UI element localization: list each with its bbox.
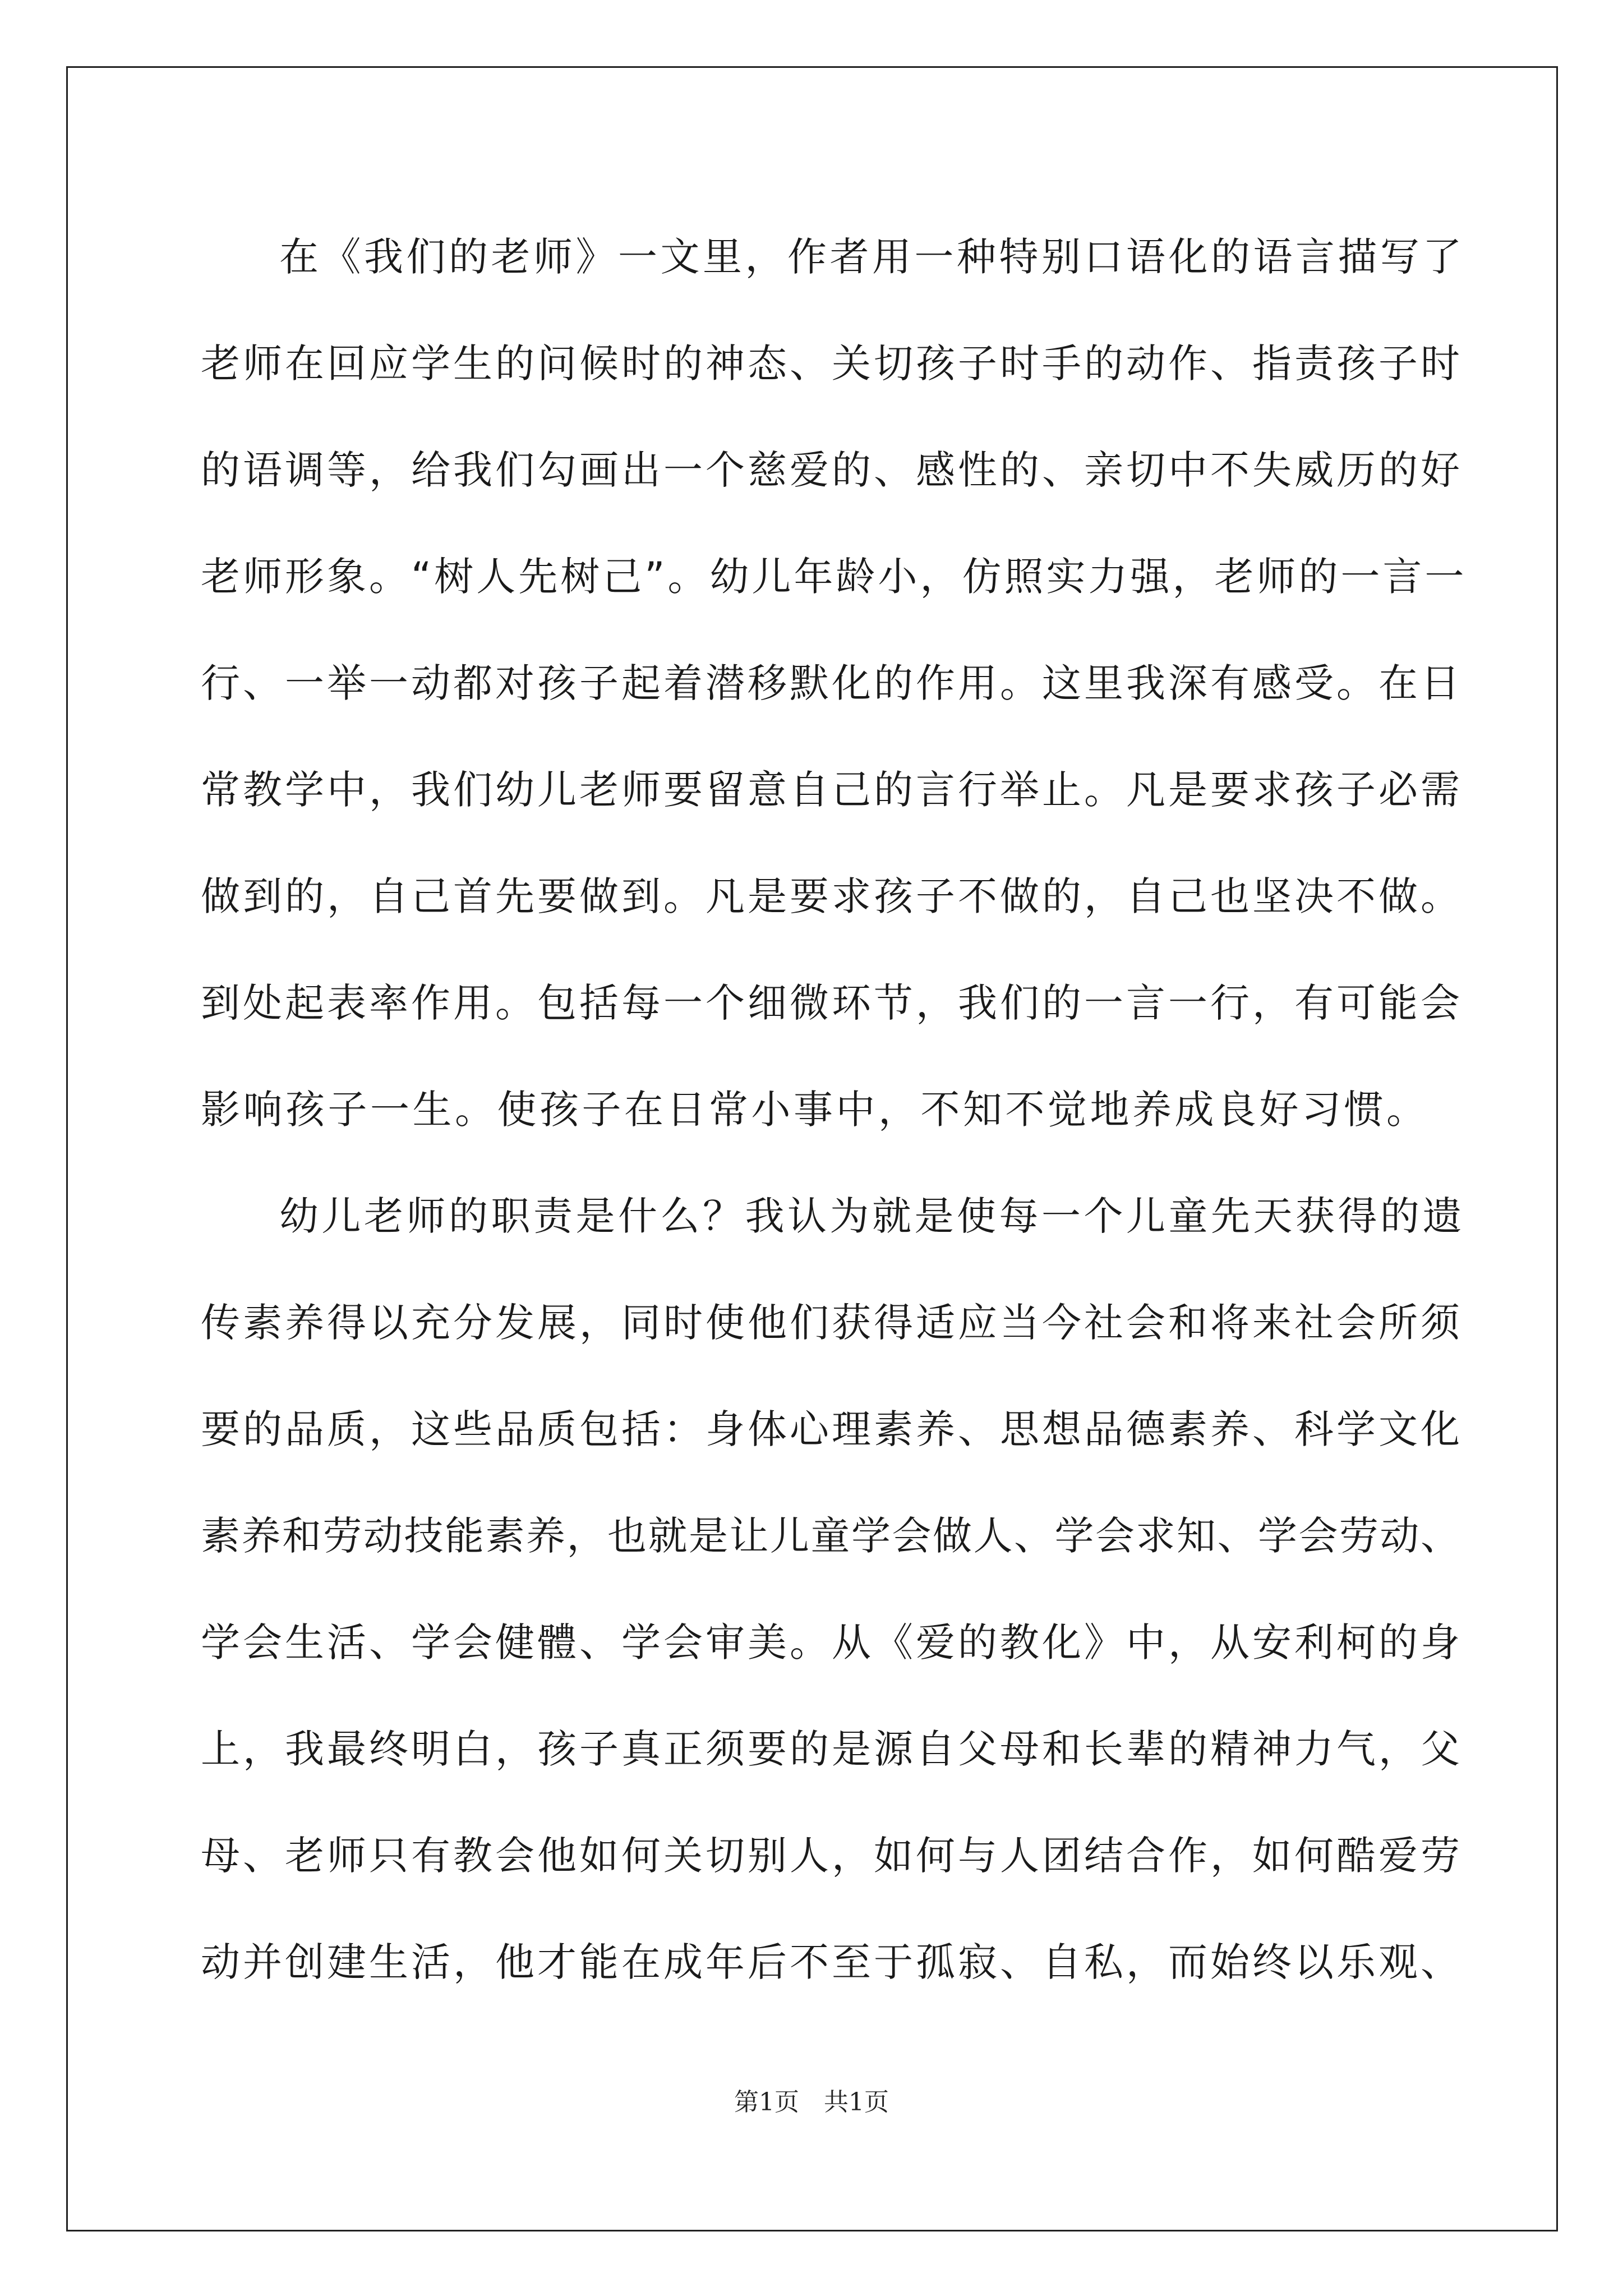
body-line: 幼儿老师的职责是什么？我认为就是使每一个儿童先天获得的遗 (279, 1193, 1465, 1239)
page-number-footer: 第1页 共1页 (734, 2088, 889, 2116)
body-line: 影响孩子一生。使孩子在日常小事中，不知不觉地养成良好习惯。 (201, 1087, 1429, 1133)
body-line: 常教学中，我们幼儿老师要留意自己的言行举止。凡是要求孩子必需 (201, 767, 1463, 813)
body-line: 素养和劳动技能素养，也就是让儿童学会做人、学会求知、学会劳动、 (201, 1513, 1461, 1559)
body-line: 上，我最终明白，孩子真正须要的是源自父母和长辈的精神力气，父 (201, 1726, 1463, 1772)
body-line: 的语调等，给我们勾画出一个慈爱的、感性的、亲切中不失威历的好 (201, 447, 1463, 493)
body-line: 老师形象。“树人先树己”。幼儿年龄小，仿照实力强，老师的一言一 (201, 554, 1467, 600)
body-line: 做到的，自己首先要做到。凡是要求孩子不做的，自己也坚决不做。 (201, 873, 1463, 919)
body-line: 动并创建生活，他才能在成年后不至于孤寂、自私，而始终以乐观、 (201, 1939, 1463, 1985)
body-line: 在《我们的老师》一文里，作者用一种特别口语化的语言描写了 (279, 234, 1465, 280)
body-line: 到处起表率作用。包括每一个细微环节，我们的一言一行，有可能会 (201, 980, 1463, 1026)
body-line: 传素养得以充分发展，同时使他们获得适应当今社会和将来社会所须 (201, 1300, 1463, 1346)
body-line: 要的品质，这些品质包括：身体心理素养、思想品德素养、科学文化 (201, 1406, 1463, 1452)
body-line: 行、一举一动都对孩子起着潜移默化的作用。这里我深有感受。在日 (201, 660, 1463, 706)
body-line: 学会生活、学会健體、学会审美。从《爱的教化》中，从安利柯的身 (201, 1619, 1463, 1665)
document-body (201, 204, 1468, 2016)
body-line: 母、老师只有教会他如何关切别人，如何与人团结合作，如何酷爱劳 (201, 1833, 1463, 1879)
body-line: 老师在回应学生的问候时的神态、关切孩子时手的动作、指责孩子时 (201, 341, 1463, 386)
